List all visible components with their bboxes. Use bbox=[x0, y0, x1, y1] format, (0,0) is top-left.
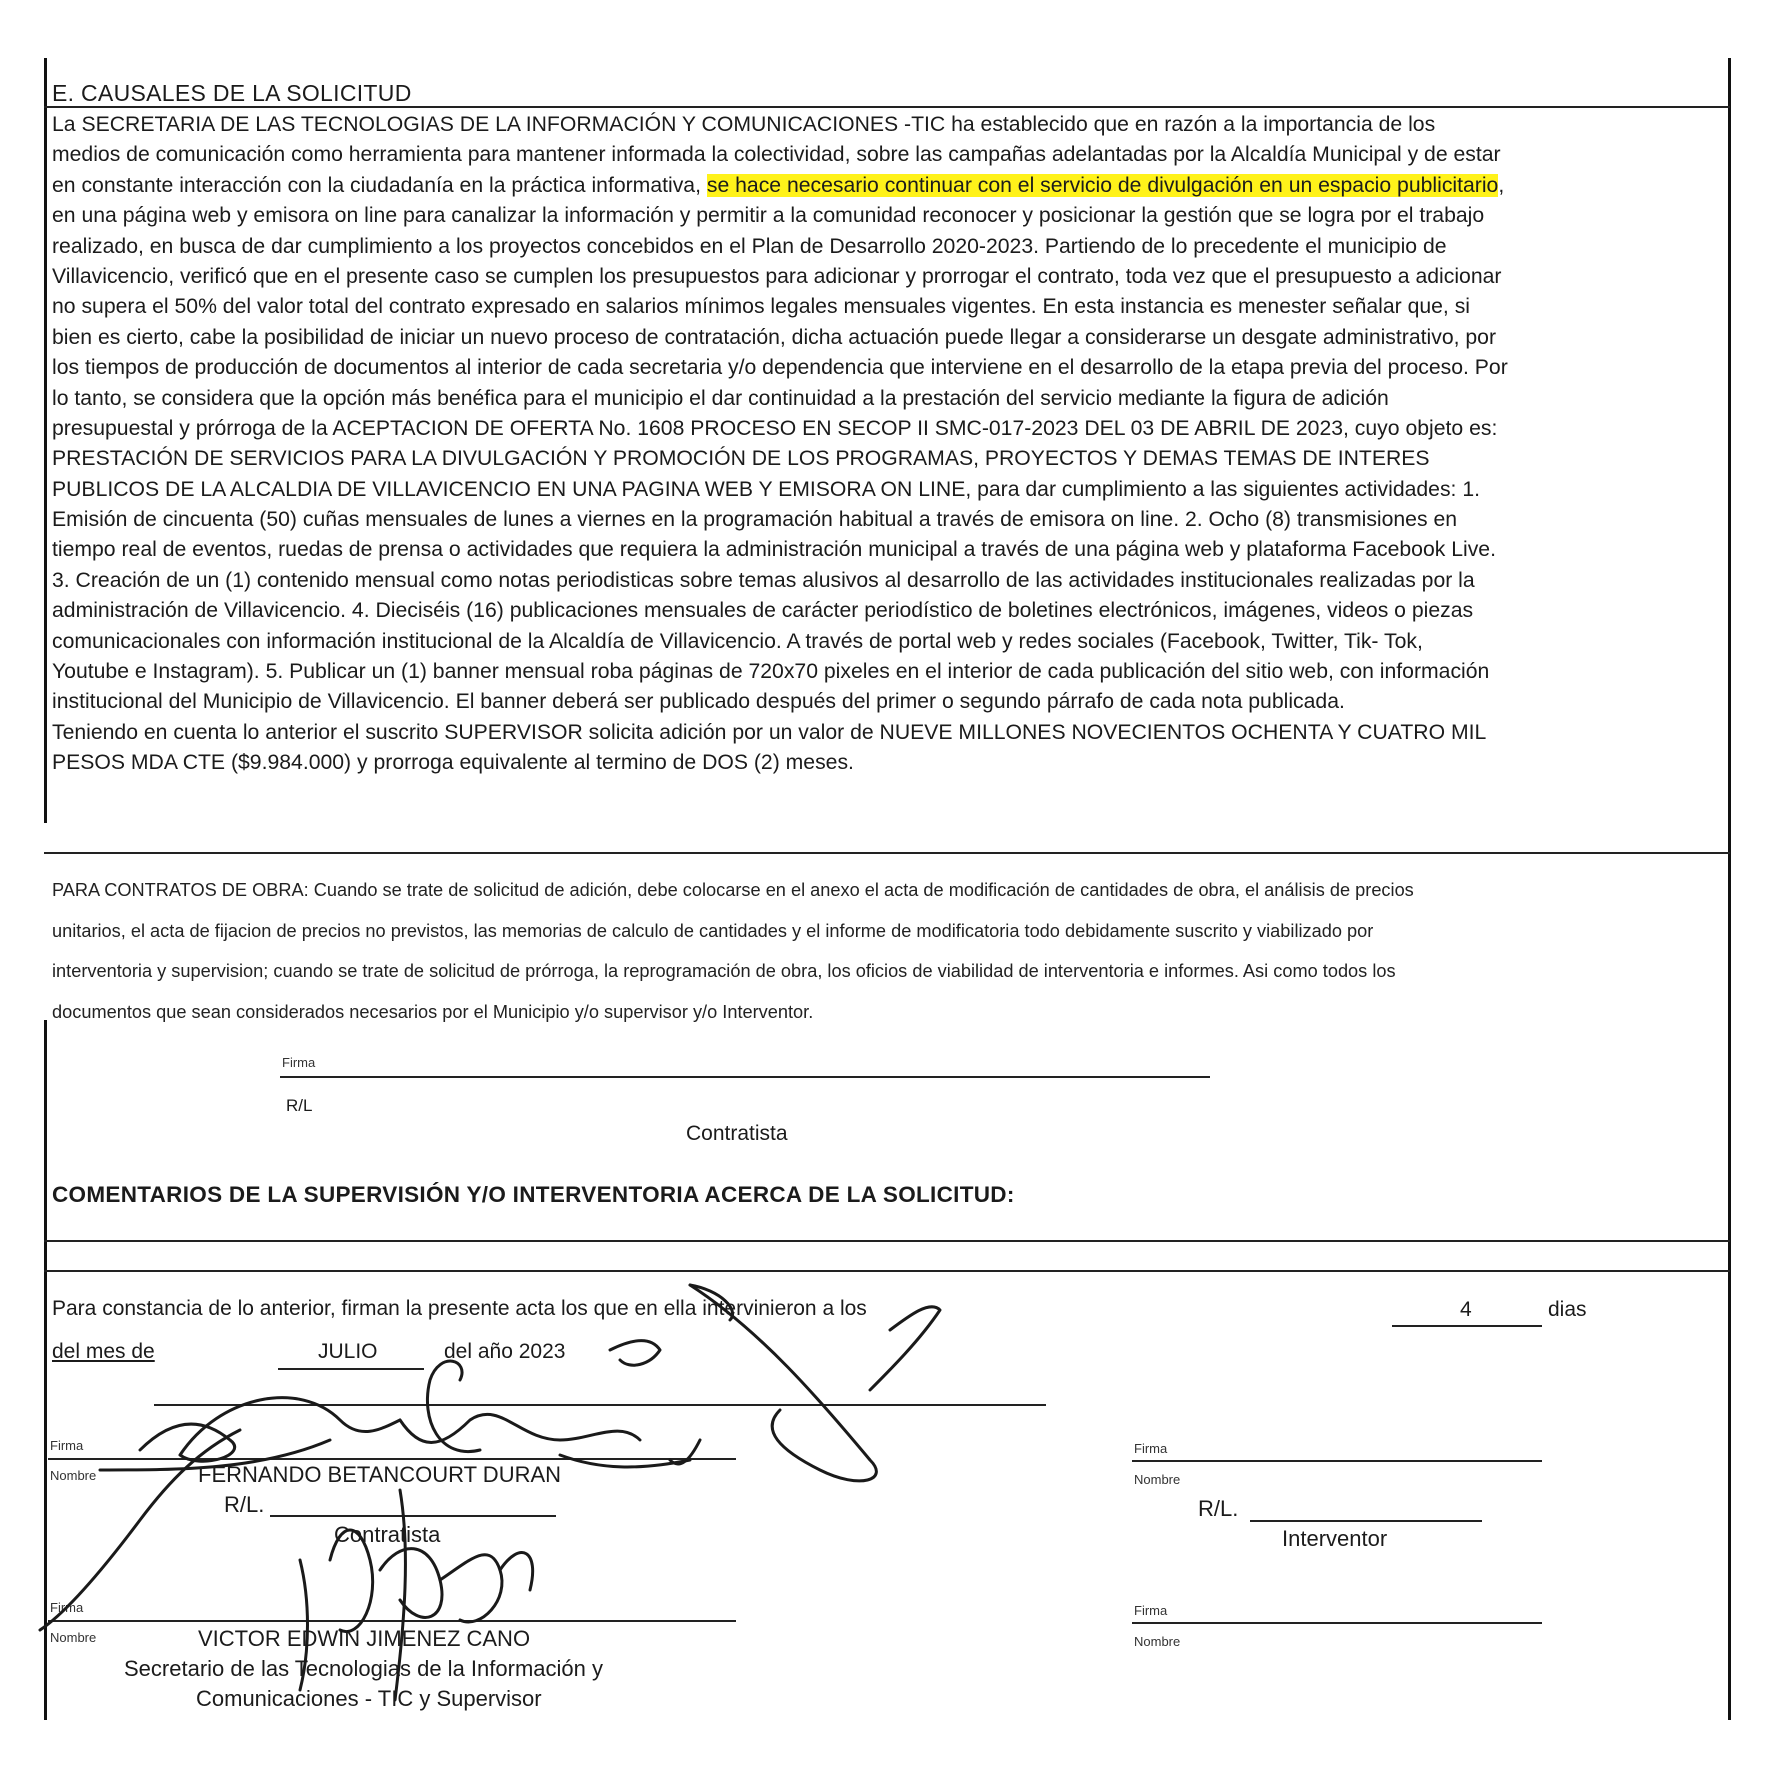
sig3-rl-line bbox=[1250, 1520, 1482, 1522]
highlighted-text: se hace necesario continuar con el servicio de divulgación en un espacio publicitario bbox=[706, 173, 1499, 197]
comments-title: COMENTARIOS DE LA SUPERVISIÓN Y/O INTERVENTORIA ACERCA DE LA SOLICITUD: bbox=[52, 1182, 1015, 1207]
paragraph-line: presupuestal y prórroga de la ACEPTACION DE OFERTA No. 1608 PROCESO EN SECOP II SMC-017-2023 DEL 03 DE ABRIL DE 2023, cuyo objeto es: bbox=[52, 416, 1498, 440]
note-line: PARA CONTRATOS DE OBRA: Cuando se trate de solicitud de adición, debe colocarse en el anexo el acta de modificación de cantidades de obra, el análisis de precios bbox=[52, 880, 1414, 900]
constancia-month-line bbox=[278, 1368, 424, 1370]
constancia-day: 4 bbox=[1460, 1298, 1472, 1321]
comments-line-2 bbox=[44, 1270, 1730, 1272]
contractor-signature-stroke bbox=[560, 1455, 690, 1467]
sig4-firma-line bbox=[1132, 1622, 1542, 1624]
sig3-firma-line bbox=[1132, 1460, 1542, 1462]
contractor-role: Contratista bbox=[686, 1122, 788, 1145]
obra-note bbox=[52, 870, 1414, 1032]
constancia-month-prefix: del mes de bbox=[52, 1340, 155, 1363]
sig1-firma-line bbox=[48, 1458, 736, 1460]
supervisor-signature-stroke bbox=[500, 1553, 533, 1590]
paragraph-comma: , bbox=[1498, 173, 1505, 197]
paragraph-line: los tiempos de producción de documentos al interior de cada secretaria y/o dependencia que interviene en el desarrollo de la etapa previa del proceso. Por bbox=[52, 356, 1508, 380]
paragraph-line: PRESTACIÓN DE SERVICIOS PARA LA DIVULGACIÓN Y PROMOCIÓN DE LOS PROGRAMAS, PROYECTOS Y DEMAS TEMAS DE INTERES bbox=[52, 447, 1430, 471]
constancia-month: JULIO bbox=[318, 1340, 378, 1363]
sig2-firma-line bbox=[48, 1620, 736, 1622]
comments-line-1 bbox=[44, 1240, 1730, 1242]
paragraph-line: tiempo real de eventos, ruedas de prensa o actividades que requiera la administración municipal a través de una página web y plataforma Facebook Live. bbox=[52, 538, 1496, 562]
paragraph-line: comunicacionales con información institucional de la Alcaldía de Villavicencio. A través de portal web y redes sociales (Facebook, Twitter, Tik- Tok, bbox=[52, 629, 1423, 653]
sig2-nombre-label: Nombre bbox=[50, 1630, 97, 1645]
paragraph-line: PUBLICOS DE LA ALCALDIA DE VILLAVICENCIO EN UNA PAGINA WEB Y EMISORA ON LINE, para dar cumplimiento a las siguientes actividades: 1. bbox=[52, 477, 1480, 501]
constancia-day-line bbox=[1392, 1325, 1542, 1327]
frame-right-bottom bbox=[1728, 1020, 1731, 1720]
constancia-year: del año 2023 bbox=[444, 1340, 566, 1363]
section-title-rule bbox=[44, 106, 1730, 108]
constancia-days-label: dias bbox=[1548, 1298, 1587, 1321]
contractor-firma-label: Firma bbox=[282, 1055, 316, 1070]
constancia-long-line bbox=[154, 1404, 1046, 1406]
contractor-signature-stroke bbox=[870, 1307, 940, 1390]
sig2-firma-label: Firma bbox=[50, 1600, 84, 1615]
paragraph-line: administración de Villavicencio. 4. Dieciséis (16) publicaciones mensuales de carácter periodístico de boletines electrónicos, imágenes, videos o piezas bbox=[52, 599, 1474, 623]
paragraph-line: 3. Creación de un (1) contenido mensual como notas periodisticas sobre temas alusivos al desarrollo de las actividades institucionales realizadas por la bbox=[52, 568, 1475, 592]
supervisor-name: VICTOR EDWIN JIMENEZ CANO bbox=[198, 1626, 531, 1651]
sig1-rl-label: R/L. bbox=[224, 1492, 265, 1517]
constancia-text: Para constancia de lo anterior, firman la presente acta los que en ella intervinieron a los bbox=[52, 1297, 867, 1320]
paragraph-line: Emisión de cincuenta (50) cuñas mensuales de lunes a viernes en la programación habitual a través de emisora on line. 2. Ocho (8) transmisiones en bbox=[52, 508, 1458, 532]
sig3-firma-label: Firma bbox=[1134, 1441, 1168, 1456]
paragraph-line: La SECRETARIA DE LAS TECNOLOGIAS DE LA INFORMACIÓN Y COMUNICACIONES -TIC ha establecido que en razón a la importancia de los bbox=[52, 113, 1436, 136]
paragraph-line: bien es cierto, cabe la posibilidad de iniciar un nuevo proceso de contratación, dicha actuación puede llegar a considerarse un desgate administrativo, por bbox=[52, 325, 1496, 349]
sig4-firma-label: Firma bbox=[1134, 1603, 1168, 1618]
note-line: interventoria y supervision; cuando se trate de solicitud de prórroga, la reprogramación de obra, los oficios de viabilidad de interventoria e informes. Asi como todos los bbox=[52, 961, 1396, 981]
paragraph-line: Youtube e Instagram). 5. Publicar un (1) banner mensual roba páginas de 720x70 pixeles en el interior de cada publicación del sitio web, con información bbox=[52, 660, 1490, 684]
contractor-signature-stroke bbox=[400, 1414, 640, 1442]
sig4-nombre-label: Nombre bbox=[1134, 1634, 1181, 1649]
supervisor-signature-stroke bbox=[440, 1555, 502, 1622]
paragraph-line: realizado, en busca de dar cumplimiento a los proyectos concebidos en el Plan de Desarrollo 2020-2023. Partiendo de lo precedente el municipio de bbox=[52, 234, 1447, 258]
sig3-rl-label: R/L. bbox=[1198, 1496, 1239, 1521]
sig3-nombre-label: Nombre bbox=[1134, 1472, 1181, 1487]
frame-left-top bbox=[44, 58, 47, 823]
contractor-name: FERNANDO BETANCOURT DURAN bbox=[198, 1462, 562, 1487]
paragraph-line: en una página web y emisora on line para canalizar la información y permitir a la comunidad reconocer y posicionar la gestión que se logra por el trabajo bbox=[52, 204, 1485, 228]
supervisor-signature-stroke bbox=[380, 1549, 442, 1618]
contractor-signature-stroke bbox=[427, 1361, 480, 1451]
sig1-nombre-label: Nombre bbox=[50, 1468, 97, 1483]
contractor-signature-stroke bbox=[670, 1440, 700, 1464]
paragraph-line-start: en constante interacción con la ciudadanía en la práctica informativa, bbox=[52, 173, 707, 197]
paragraph-line-highlighted bbox=[52, 171, 1508, 201]
sig1-role: Contratista bbox=[334, 1522, 441, 1547]
paragraph-line: no supera el 50% del valor total del contrato expresado en salarios mínimos legales mensuales vigentes. En esta instancia es menester señalar que, si bbox=[52, 295, 1471, 319]
sig1-firma-label: Firma bbox=[50, 1438, 84, 1453]
paragraph-line: medios de comunicación como herramienta para mantener informada la colectividad, sobre las campañas adelantadas por la Alcaldía Municipal y de estar bbox=[52, 143, 1501, 167]
paragraph-line: lo tanto, se considera que la opción más benéfica para el municipio el dar continuidad a la prestación del servicio mediante la figura de adición bbox=[52, 386, 1389, 410]
supervisor-role-line2: Comunicaciones - TIC y Supervisor bbox=[196, 1686, 542, 1711]
paragraph-line: PESOS MDA CTE ($9.984.000) y prorroga equivalente al termino de DOS (2) meses. bbox=[52, 751, 854, 775]
contractor-signature-stroke bbox=[610, 1341, 660, 1366]
interventor-role: Interventor bbox=[1282, 1526, 1388, 1551]
paragraph-line: Villavicencio, verificó que en el presente caso se cumplen los presupuestos para adicionar y prorrogar el contrato, toda vez que el presupuesto a adicionar bbox=[52, 264, 1502, 288]
contractor-signature-stroke bbox=[140, 1398, 400, 1462]
section-paragraph bbox=[52, 110, 1508, 779]
contractor-firma-line bbox=[280, 1076, 1210, 1078]
frame-right-top bbox=[1728, 58, 1731, 1118]
note-line: unitarios, el acta de fijacion de precios no previstos, las memorias de calculo de cantidades y el informe de modificatoria todo debidamente suscrito y viabilizado por bbox=[52, 920, 1374, 941]
section-bottom-rule bbox=[44, 852, 1730, 854]
paragraph-line: Teniendo en cuenta lo anterior el suscrito SUPERVISOR solicita adición por un valor de NUEVE MILLONES NOVECIENTOS OCHENTA Y CUATRO MIL bbox=[52, 720, 1487, 744]
contractor-rl-label: R/L bbox=[286, 1096, 313, 1115]
frame-left-bottom bbox=[44, 1020, 47, 1720]
paragraph-line: institucional del Municipio de Villavicencio. El banner deberá ser publicado después del primer o segundo párrafo de cada nota publicada. bbox=[52, 690, 1345, 714]
supervisor-role-line1: Secretario de las Tecnologias de la Información y bbox=[124, 1656, 603, 1681]
section-title: E. CAUSALES DE LA SOLICITUD bbox=[52, 80, 412, 106]
note-line: documentos que sean considerados necesarios por el Municipio y/o supervisor y/o Interventor. bbox=[52, 1001, 814, 1022]
sig1-rl-line bbox=[270, 1515, 556, 1517]
